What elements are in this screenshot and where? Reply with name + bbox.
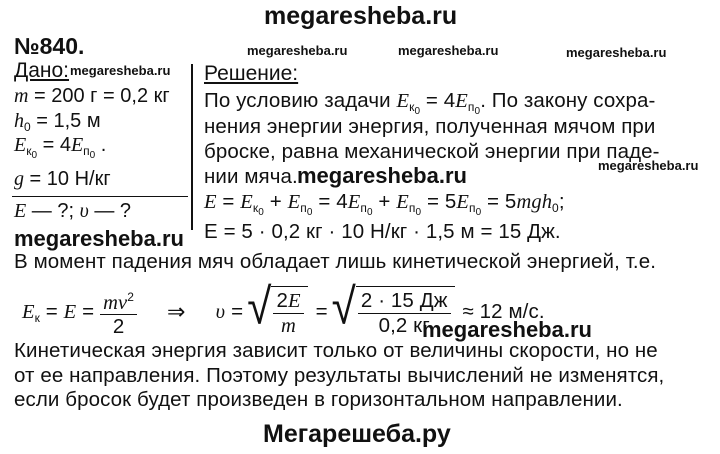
find-line: E — ?; υ — ? — [14, 200, 132, 222]
given-underline — [12, 196, 188, 197]
equation-energy-value: E = 5 · 0,2 кг · 10 Н/кг · 1,5 м = 15 Дж. — [204, 220, 561, 243]
watermark-big-2: megaresheba.ru — [14, 226, 184, 251]
solution-line-4: нии мяча. — [204, 165, 298, 188]
equation-energy-sum: $E = E_{к_0} + E_{п_0} = 4E_{п_0} + E_{п_0} = 5E_{п_0} = 5mgh_0$; — [204, 190, 565, 218]
watermark-small-4: megaresheba.ru — [70, 63, 171, 78]
watermark-big-3: megaresheba.ru — [422, 317, 592, 342]
conclusion-line-3: если бросок будет произведен в горизонтальном направлении. — [14, 388, 623, 411]
watermark-small-2: megaresheba.ru — [398, 43, 499, 58]
given-energy-ratio: $E_{к_0} = 4E_{п_0}$ . — [14, 134, 107, 161]
conclusion-line-2: от ее направления. Поэтому результаты вычислений не изменятся, — [14, 364, 665, 387]
watermark-small-5: megaresheba.ru — [598, 158, 699, 173]
solution-line-2: нения энергии энергия, полученная мячом при — [204, 115, 656, 138]
given-mass: m = 200 г = 0,2 кг — [14, 85, 170, 107]
conclusion-line-1: Кинетическая энергия зависит только от величины скорости, но не — [14, 339, 658, 362]
moment-line: В момент падения мяч обладает лишь кинетической энергией, т.е. — [14, 250, 656, 273]
kinetic-formula: $E_к = E$ = $\frac{mv^2}{2}$ ⇒ υ = √ $\frac{2E}{m}$ = √ $\frac{2 \cdot 15 Дж}{0,2 кг}$ ≈ 12 м/с. — [22, 278, 545, 339]
watermark-top: megaresheba.ru — [264, 2, 458, 30]
solution-line-1: По условию задачи $E_{к_0} = 4E_{п_0}$. По закону сохра- — [204, 89, 656, 117]
given-height: $h_0 = 1,5$ м — [14, 110, 101, 134]
given-title: Дано: — [14, 59, 70, 82]
given-g: g = 10 Н/кг — [14, 168, 111, 190]
watermark-small-1: megaresheba.ru — [247, 43, 348, 58]
solution-line-3: броске, равна механической энергии при паде- — [204, 140, 660, 163]
watermark-small-3: megaresheba.ru — [566, 45, 667, 60]
solution-title: Решение: — [204, 62, 299, 85]
problem-number: №840. — [14, 33, 85, 59]
watermark-footer: Мегарешеба.ру — [263, 420, 451, 448]
watermark-big-1: megaresheba.ru — [297, 163, 467, 188]
given-divider — [191, 64, 193, 230]
